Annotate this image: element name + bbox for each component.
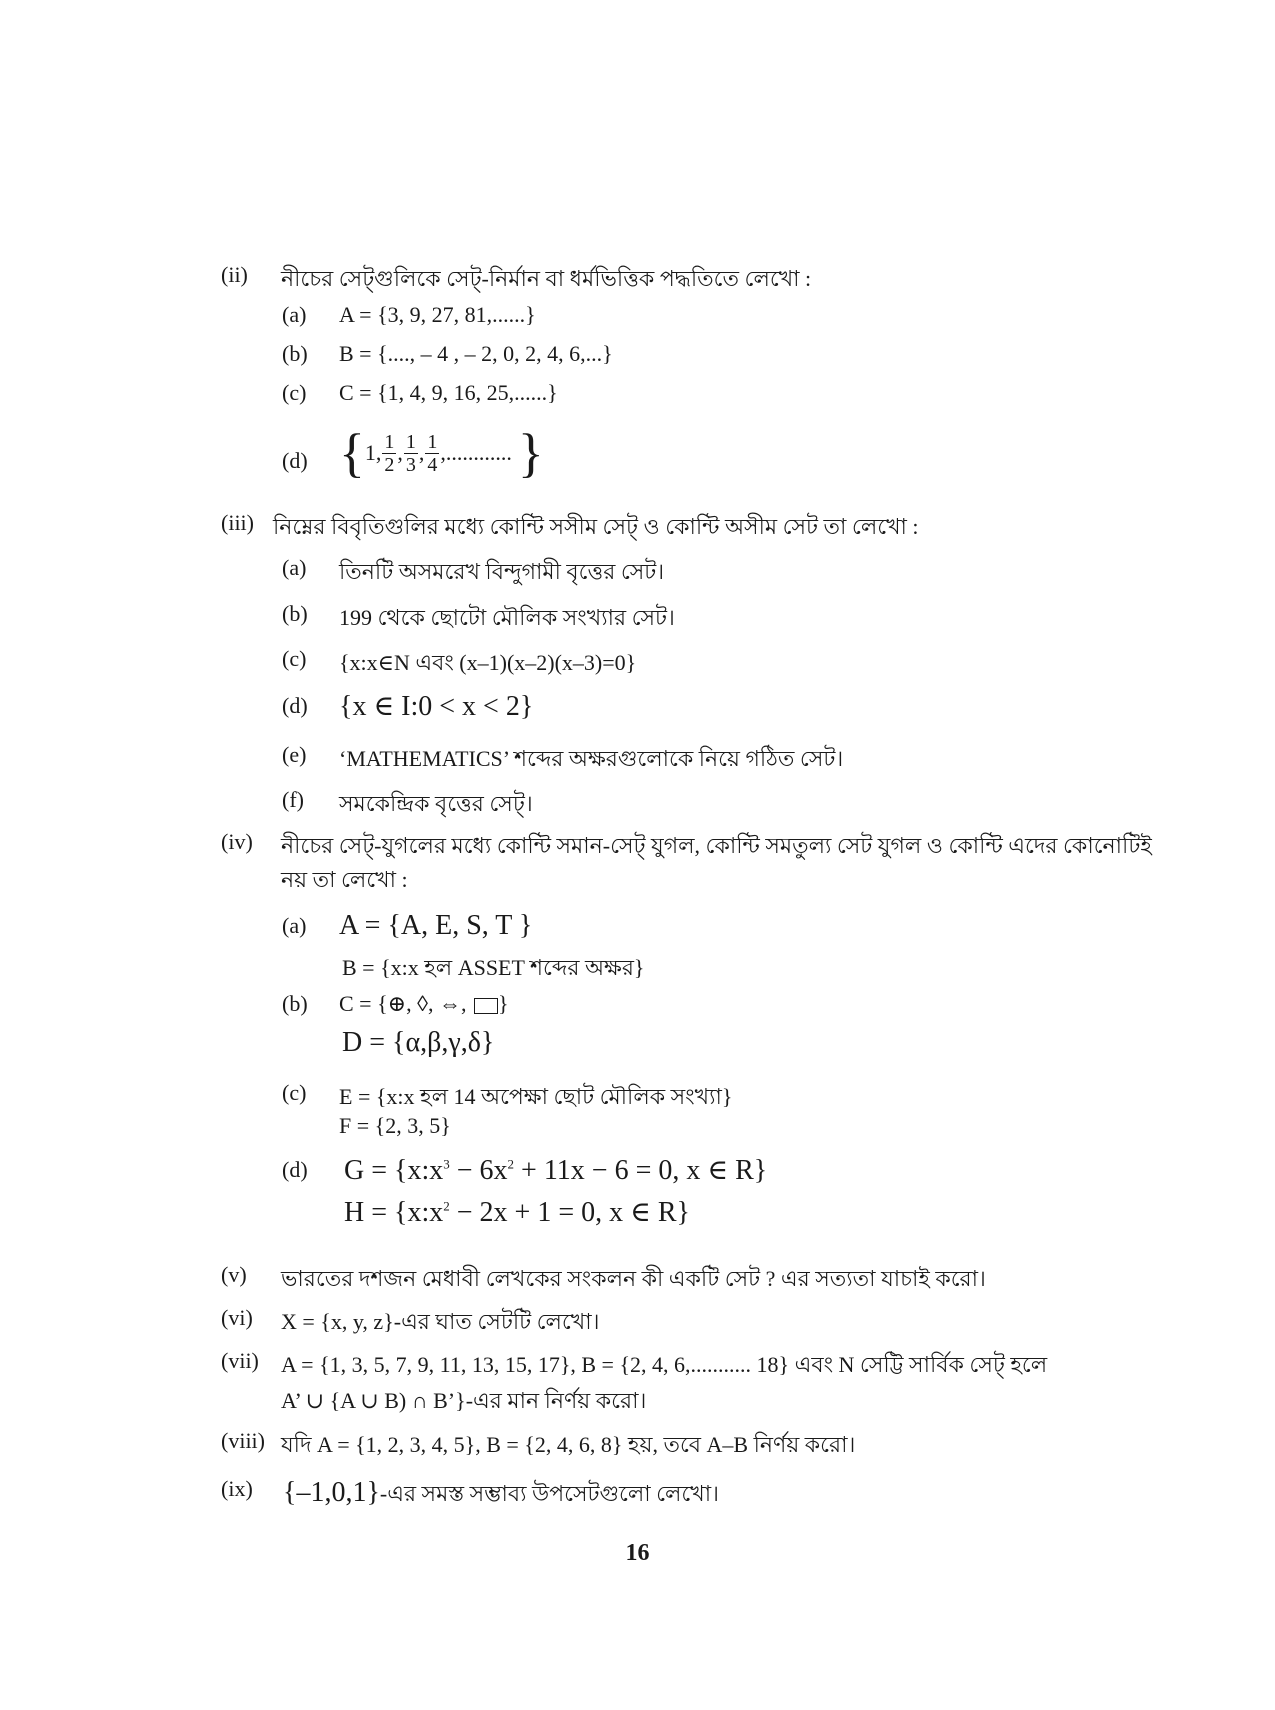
- question-text-line2: A’ ∪ {A ∪ B) ∩ B’}-এর মান নির্ণয় করো।: [281, 1388, 647, 1413]
- fraction-quarter: $\frac{1}{4}$: [427, 430, 438, 476]
- item-label: (e): [282, 742, 307, 767]
- item-label: (d): [282, 1157, 308, 1182]
- item-text: 199 থেকে ছোটো মৌলিক সংখ্যার সেট।: [339, 605, 675, 630]
- set-g: $G = \{x:x^3 - 6x^2 + 11x - 6 = 0$, x ∈ R}: [344, 1155, 768, 1186]
- set-element: 1,: [364, 440, 382, 465]
- item-text: {x ∈ I:0 < x < 2}: [339, 691, 534, 722]
- question-text-line1: নীচের সেট্-যুগলের মধ্যে কোন্টি সমান-সেট্ যুগল, কোন্টি সমতুল্য সেট যুগল ও কোন্টি এদের কোনোটিই: [281, 833, 1152, 858]
- set-h: $H = \{x:x^2 - 2x + 1 = 0$, x ∈ R}: [344, 1197, 690, 1228]
- item-label: (c): [282, 646, 307, 671]
- item-text: ‘MATHEMATICS’ শব্দের অক্ষরগুলোকে নিয়ে গঠিত সেট।: [339, 746, 844, 771]
- ellipsis: ,............: [440, 440, 512, 465]
- item-text: তিনটি অসমরেখ বিন্দুগামী বৃত্তের সেট।: [339, 559, 665, 584]
- question-number: (ii): [221, 262, 248, 287]
- question-text: নিম্নের বিবৃতিগুলির মধ্যে কোন্টি সসীম সেট্ ও কোন্টি অসীম সেট তা লেখো :: [273, 514, 919, 539]
- item-label: (d): [282, 693, 308, 718]
- item-label: (c): [282, 1080, 307, 1105]
- item-label: (b): [282, 601, 308, 626]
- item-text: C = {1, 4, 9, 16, 25,......}: [339, 380, 558, 405]
- set-b: B = {x:x হল ASSET শব্দের অক্ষর}: [342, 955, 645, 980]
- question-number: (viii): [221, 1428, 265, 1453]
- rectangle-symbol-icon: [474, 998, 498, 1014]
- question-number: (v): [221, 1262, 247, 1287]
- question-number: (ix): [221, 1476, 253, 1501]
- item-label: (b): [282, 991, 308, 1016]
- question-text: X = {x, y, z}-এর ঘাত সেটটি লেখো।: [281, 1309, 600, 1334]
- set-a: A = {A, E, S, T }: [339, 910, 533, 941]
- item-label: (a): [282, 302, 307, 327]
- item-label: (d): [282, 448, 308, 473]
- item-label: (a): [282, 913, 307, 938]
- item-text: B = {...., – 4 , – 2, 0, 2, 4, 6,...}: [339, 341, 613, 366]
- set-c: C = {⊕, ◊, ⇔, }: [339, 991, 509, 1016]
- fraction-third: $\frac{1}{3}$: [405, 430, 416, 476]
- item-label: (f): [282, 787, 304, 812]
- item-label: (b): [282, 341, 308, 366]
- question-text-line1: A = {1, 3, 5, 7, 9, 11, 13, 15, 17}, B = {2, 4, 6,........... 18} এবং N সেট্টি সার্বিক সেট্ হলে: [281, 1352, 1048, 1377]
- set-expression: {–1,0,1}: [283, 1477, 380, 1508]
- question-text-line2: নয় তা লেখো :: [281, 867, 408, 892]
- question-number: (iv): [221, 829, 253, 854]
- item-label: (a): [282, 555, 307, 580]
- open-brace: {: [339, 423, 365, 483]
- set-e: E = {x:x হল 14 অপেক্ষা ছোট মৌলিক সংখ্যা}: [339, 1084, 733, 1109]
- set-f: F = {2, 3, 5}: [339, 1113, 451, 1138]
- fraction-half: $\frac{1}{2}$: [384, 430, 395, 476]
- question-text: নীচের সেট্গুলিকে সেট্-নির্মান বা ধর্মভিত্তিক পদ্ধতিতে লেখো :: [281, 266, 812, 291]
- question-text: যদি A = {1, 2, 3, 4, 5}, B = {2, 4, 6, 8} হয়, তবে A–B নির্ণয় করো।: [281, 1432, 856, 1457]
- item-text: সমকেন্দ্রিক বৃত্তের সেট্।: [339, 791, 533, 816]
- item-label: (c): [282, 380, 307, 405]
- question-text: {–1,0,1}-এর সমস্ত সম্ভাব্য উপসেটগুলো লেখো।: [283, 1477, 719, 1508]
- question-text: ভারতের দশজন মেধাবী লেখকের সংকলন কী একটি সেট ? এর সত্যতা যাচাই করো।: [281, 1266, 986, 1291]
- question-number: (vi): [221, 1305, 253, 1330]
- fraction-set: { 1, $\frac{1}{2}$ , $\frac{1}{3}$ , $\frac{1}{4}$ ,............ }: [339, 423, 544, 483]
- set-d: D = {α,β,γ,δ}: [342, 1027, 495, 1058]
- item-text: {x:x∈N এবং (x–1)(x–2)(x–3)=0}: [339, 650, 637, 675]
- close-brace: }: [517, 423, 544, 483]
- question-number: (iii): [221, 510, 254, 535]
- page-number: 16: [625, 1540, 650, 1566]
- question-number: (vii): [221, 1348, 259, 1373]
- item-text: A = {3, 9, 27, 81,......}: [339, 302, 536, 327]
